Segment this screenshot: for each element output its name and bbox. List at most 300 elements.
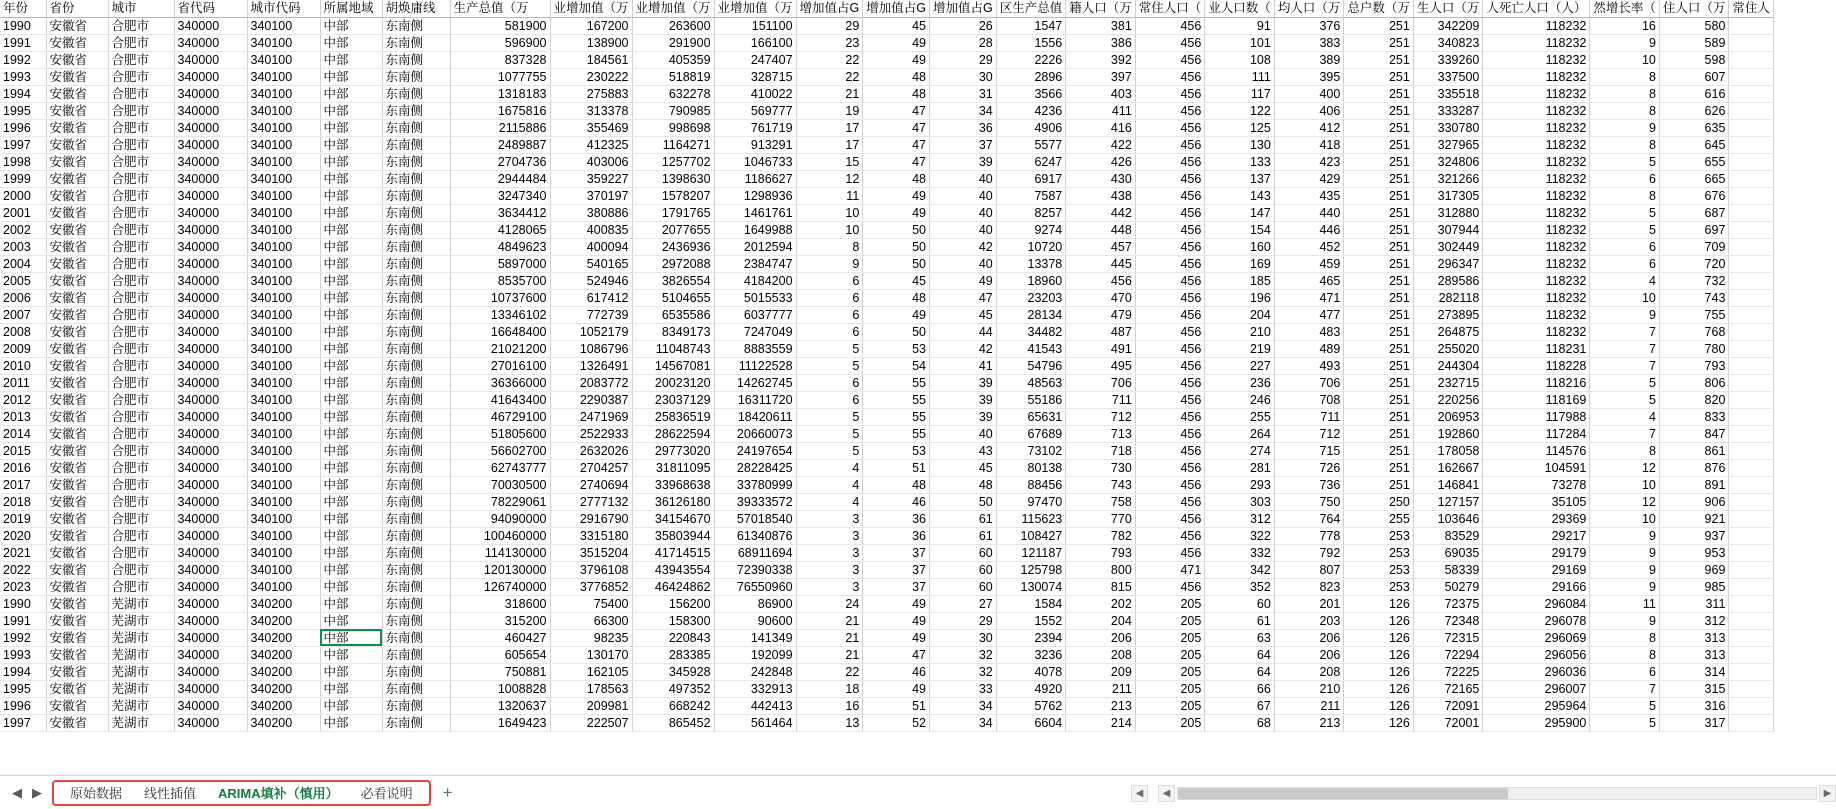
cell-perm_pop[interactable]: 456 — [1135, 34, 1205, 51]
cell-agri_add[interactable]: 162105 — [550, 663, 632, 680]
cell-hh_total[interactable]: 251 — [1344, 408, 1414, 425]
cell-ind_share[interactable]: 37 — [863, 544, 930, 561]
cell-gdp_total[interactable]: 62743777 — [450, 459, 550, 476]
cell-agri_add[interactable]: 400094 — [550, 238, 632, 255]
cell-city[interactable]: 合肥市 — [108, 306, 174, 323]
cell-hh_total[interactable]: 250 — [1344, 493, 1414, 510]
cell-region[interactable]: 中部 — [320, 340, 382, 357]
table-row[interactable] — [0, 476, 1773, 493]
table-row[interactable] — [0, 612, 1773, 629]
cell-agri_add[interactable]: 1086796 — [550, 340, 632, 357]
cell-hukou_pop[interactable]: 491 — [1066, 340, 1136, 357]
cell-city[interactable]: 合肥市 — [108, 221, 174, 238]
cell-gdp_percap[interactable]: 80138 — [996, 459, 1066, 476]
cell-region[interactable]: 中部 — [320, 510, 382, 527]
cell-birth_pop[interactable]: 327965 — [1413, 136, 1483, 153]
cell-extra[interactable] — [1729, 714, 1774, 731]
cell-hh_total[interactable]: 251 — [1344, 459, 1414, 476]
cell-hukou_pop[interactable]: 730 — [1066, 459, 1136, 476]
cell-perm_pop[interactable]: 456 — [1135, 408, 1205, 425]
cell-province[interactable]: 安徽省 — [46, 204, 108, 221]
cell-city_code[interactable]: 340100 — [247, 153, 320, 170]
cell-ser_add[interactable]: 14262745 — [714, 374, 796, 391]
cell-hh_count[interactable]: 281 — [1205, 459, 1275, 476]
cell-agri_share[interactable]: 4 — [796, 476, 863, 493]
cell-ind_share[interactable]: 48 — [863, 476, 930, 493]
cell-agri_share[interactable]: 12 — [796, 170, 863, 187]
cell-nat_growth[interactable]: 7 — [1590, 680, 1660, 697]
cell-gdp_total[interactable]: 1320637 — [450, 697, 550, 714]
cell-avg_hh[interactable]: 210 — [1274, 680, 1344, 697]
cell-hh_count[interactable]: 227 — [1205, 357, 1275, 374]
cell-perm_pop[interactable]: 456 — [1135, 374, 1205, 391]
cell-region[interactable]: 中部 — [320, 680, 382, 697]
cell-city[interactable]: 合肥市 — [108, 34, 174, 51]
cell-city[interactable]: 合肥市 — [108, 136, 174, 153]
cell-agri_add[interactable]: 3776852 — [550, 578, 632, 595]
cell-hh_count[interactable]: 63 — [1205, 629, 1275, 646]
cell-perm_pop[interactable]: 456 — [1135, 510, 1205, 527]
cell-city[interactable]: 合肥市 — [108, 442, 174, 459]
cell-gdp_percap[interactable]: 6247 — [996, 153, 1066, 170]
cell-city[interactable]: 合肥市 — [108, 527, 174, 544]
cell-birth_pop[interactable]: 72348 — [1413, 612, 1483, 629]
cell-huline[interactable]: 东南侧 — [382, 476, 450, 493]
cell-province[interactable]: 安徽省 — [46, 187, 108, 204]
cell-city[interactable]: 合肥市 — [108, 289, 174, 306]
cell-ser_share[interactable]: 36 — [930, 119, 997, 136]
column-header-birth_pop[interactable]: 生人口（万 — [1413, 0, 1483, 17]
cell-gdp_total[interactable]: 2944484 — [450, 170, 550, 187]
cell-resident[interactable]: 697 — [1659, 221, 1729, 238]
cell-avg_hh[interactable]: 726 — [1274, 459, 1344, 476]
cell-ser_share[interactable]: 50 — [930, 493, 997, 510]
cell-hh_total[interactable]: 251 — [1344, 119, 1414, 136]
cell-hukou_pop[interactable]: 718 — [1066, 442, 1136, 459]
cell-ind_share[interactable]: 48 — [863, 68, 930, 85]
cell-hh_count[interactable]: 312 — [1205, 510, 1275, 527]
cell-ser_add[interactable]: 5015533 — [714, 289, 796, 306]
cell-extra[interactable] — [1729, 221, 1774, 238]
cell-ind_add[interactable]: 405359 — [632, 51, 714, 68]
cell-nat_growth[interactable]: 8 — [1590, 85, 1660, 102]
cell-prov_code[interactable]: 340000 — [174, 374, 247, 391]
cell-ser_share[interactable]: 32 — [930, 663, 997, 680]
cell-gdp_percap[interactable]: 7587 — [996, 187, 1066, 204]
sheet-nav-arrows[interactable] — [4, 785, 52, 801]
cell-city[interactable]: 合肥市 — [108, 391, 174, 408]
cell-prov_code[interactable]: 340000 — [174, 425, 247, 442]
cell-hh_total[interactable]: 251 — [1344, 153, 1414, 170]
cell-extra[interactable] — [1729, 408, 1774, 425]
cell-avg_hh[interactable]: 750 — [1274, 493, 1344, 510]
cell-ser_share[interactable]: 34 — [930, 714, 997, 731]
column-header-agri_share[interactable]: 增加值占G — [796, 0, 863, 17]
column-header-hh_count[interactable]: 业人口数（ — [1205, 0, 1275, 17]
cell-ind_add[interactable]: 220843 — [632, 629, 714, 646]
cell-resident[interactable]: 317 — [1659, 714, 1729, 731]
cell-ind_share[interactable]: 47 — [863, 136, 930, 153]
cell-gdp_percap[interactable]: 121187 — [996, 544, 1066, 561]
table-row[interactable] — [0, 68, 1773, 85]
cell-nat_growth[interactable]: 9 — [1590, 119, 1660, 136]
cell-region[interactable]: 中部 — [320, 459, 382, 476]
cell-hh_count[interactable]: 117 — [1205, 85, 1275, 102]
cell-ind_share[interactable]: 48 — [863, 170, 930, 187]
cell-gdp_percap[interactable]: 2896 — [996, 68, 1066, 85]
cell-gdp_percap[interactable]: 4920 — [996, 680, 1066, 697]
cell-region[interactable]: 中部 — [320, 714, 382, 731]
cell-ind_add[interactable]: 156200 — [632, 595, 714, 612]
cell-agri_share[interactable]: 22 — [796, 51, 863, 68]
cell-resident[interactable]: 635 — [1659, 119, 1729, 136]
cell-resident[interactable]: 665 — [1659, 170, 1729, 187]
cell-ind_add[interactable]: 1257702 — [632, 153, 714, 170]
cell-hukou_pop[interactable]: 208 — [1066, 646, 1136, 663]
cell-nat_growth[interactable]: 5 — [1590, 221, 1660, 238]
cell-extra[interactable] — [1729, 34, 1774, 51]
cell-death_pop[interactable]: 296078 — [1483, 612, 1590, 629]
cell-resident[interactable]: 755 — [1659, 306, 1729, 323]
cell-ind_share[interactable]: 48 — [863, 85, 930, 102]
cell-year[interactable]: 1991 — [0, 612, 46, 629]
cell-prov_code[interactable]: 340000 — [174, 595, 247, 612]
cell-nat_growth[interactable]: 10 — [1590, 476, 1660, 493]
cell-ser_add[interactable]: 2384747 — [714, 255, 796, 272]
cell-agri_add[interactable]: 178563 — [550, 680, 632, 697]
cell-agri_share[interactable]: 10 — [796, 204, 863, 221]
cell-death_pop[interactable]: 118232 — [1483, 17, 1590, 34]
cell-agri_share[interactable]: 6 — [796, 391, 863, 408]
cell-perm_pop[interactable]: 456 — [1135, 459, 1205, 476]
cell-perm_pop[interactable]: 456 — [1135, 204, 1205, 221]
cell-province[interactable]: 安徽省 — [46, 442, 108, 459]
cell-extra[interactable] — [1729, 544, 1774, 561]
cell-nat_growth[interactable]: 9 — [1590, 544, 1660, 561]
cell-year[interactable]: 2019 — [0, 510, 46, 527]
cell-resident[interactable]: 793 — [1659, 357, 1729, 374]
cell-prov_code[interactable]: 340000 — [174, 306, 247, 323]
cell-huline[interactable]: 东南侧 — [382, 391, 450, 408]
table-row[interactable] — [0, 306, 1773, 323]
cell-avg_hh[interactable]: 712 — [1274, 425, 1344, 442]
cell-hh_count[interactable]: 210 — [1205, 323, 1275, 340]
cell-hh_count[interactable]: 66 — [1205, 680, 1275, 697]
cell-year[interactable]: 1995 — [0, 102, 46, 119]
cell-huline[interactable]: 东南侧 — [382, 221, 450, 238]
cell-nat_growth[interactable]: 7 — [1590, 357, 1660, 374]
cell-death_pop[interactable]: 296084 — [1483, 595, 1590, 612]
cell-city[interactable]: 合肥市 — [108, 323, 174, 340]
table-row[interactable] — [0, 663, 1773, 680]
cell-ind_share[interactable]: 45 — [863, 272, 930, 289]
cell-huline[interactable]: 东南侧 — [382, 442, 450, 459]
cell-death_pop[interactable]: 118232 — [1483, 272, 1590, 289]
cell-birth_pop[interactable]: 232715 — [1413, 374, 1483, 391]
cell-ind_add[interactable]: 3826554 — [632, 272, 714, 289]
table-row[interactable] — [0, 255, 1773, 272]
cell-hh_count[interactable]: 342 — [1205, 561, 1275, 578]
cell-ser_share[interactable]: 29 — [930, 51, 997, 68]
cell-gdp_total[interactable]: 51805600 — [450, 425, 550, 442]
cell-hh_total[interactable]: 251 — [1344, 102, 1414, 119]
cell-city[interactable]: 合肥市 — [108, 17, 174, 34]
cell-year[interactable]: 2021 — [0, 544, 46, 561]
table-row[interactable] — [0, 102, 1773, 119]
cell-agri_add[interactable]: 355469 — [550, 119, 632, 136]
cell-extra[interactable] — [1729, 425, 1774, 442]
table-row[interactable] — [0, 289, 1773, 306]
cell-year[interactable]: 2020 — [0, 527, 46, 544]
cell-hukou_pop[interactable]: 442 — [1066, 204, 1136, 221]
cell-ind_share[interactable]: 49 — [863, 34, 930, 51]
cell-agri_add[interactable]: 540165 — [550, 255, 632, 272]
cell-death_pop[interactable]: 118232 — [1483, 51, 1590, 68]
table-row[interactable] — [0, 459, 1773, 476]
cell-gdp_total[interactable]: 750881 — [450, 663, 550, 680]
cell-resident[interactable]: 312 — [1659, 612, 1729, 629]
cell-province[interactable]: 安徽省 — [46, 544, 108, 561]
cell-ser_share[interactable]: 34 — [930, 697, 997, 714]
cell-agri_share[interactable]: 4 — [796, 459, 863, 476]
cell-hukou_pop[interactable]: 411 — [1066, 102, 1136, 119]
cell-province[interactable]: 安徽省 — [46, 323, 108, 340]
cell-hh_count[interactable]: 125 — [1205, 119, 1275, 136]
cell-year[interactable]: 1993 — [0, 646, 46, 663]
cell-ser_share[interactable]: 39 — [930, 408, 997, 425]
cell-city_code[interactable]: 340100 — [247, 561, 320, 578]
cell-huline[interactable]: 东南侧 — [382, 255, 450, 272]
table-row[interactable] — [0, 34, 1773, 51]
cell-ind_add[interactable]: 6535586 — [632, 306, 714, 323]
cell-province[interactable]: 安徽省 — [46, 578, 108, 595]
cell-ind_share[interactable]: 46 — [863, 663, 930, 680]
cell-ind_add[interactable]: 31811095 — [632, 459, 714, 476]
cell-city_code[interactable]: 340100 — [247, 170, 320, 187]
cell-ser_share[interactable]: 41 — [930, 357, 997, 374]
cell-hukou_pop[interactable]: 206 — [1066, 629, 1136, 646]
cell-agri_add[interactable]: 2777132 — [550, 493, 632, 510]
cell-year[interactable]: 2023 — [0, 578, 46, 595]
cell-agri_share[interactable]: 6 — [796, 374, 863, 391]
cell-resident[interactable]: 315 — [1659, 680, 1729, 697]
cell-resident[interactable]: 806 — [1659, 374, 1729, 391]
cell-avg_hh[interactable]: 706 — [1274, 374, 1344, 391]
cell-ind_add[interactable]: 345928 — [632, 663, 714, 680]
table-row[interactable] — [0, 340, 1773, 357]
cell-ind_share[interactable]: 55 — [863, 374, 930, 391]
cell-nat_growth[interactable]: 9 — [1590, 561, 1660, 578]
cell-agri_add[interactable]: 3515204 — [550, 544, 632, 561]
cell-province[interactable]: 安徽省 — [46, 374, 108, 391]
sheet-tabs-group[interactable] — [52, 780, 431, 806]
cell-huline[interactable]: 东南侧 — [382, 663, 450, 680]
cell-birth_pop[interactable]: 72315 — [1413, 629, 1483, 646]
cell-ser_share[interactable]: 45 — [930, 459, 997, 476]
table-row[interactable] — [0, 221, 1773, 238]
cell-province[interactable]: 安徽省 — [46, 170, 108, 187]
cell-ser_share[interactable]: 26 — [930, 17, 997, 34]
cell-huline[interactable]: 东南侧 — [382, 51, 450, 68]
cell-ind_add[interactable]: 46424862 — [632, 578, 714, 595]
cell-gdp_total[interactable]: 837328 — [450, 51, 550, 68]
cell-extra[interactable] — [1729, 442, 1774, 459]
cell-ser_add[interactable]: 166100 — [714, 34, 796, 51]
table-row[interactable] — [0, 238, 1773, 255]
cell-province[interactable]: 安徽省 — [46, 663, 108, 680]
cell-nat_growth[interactable]: 8 — [1590, 629, 1660, 646]
cell-avg_hh[interactable]: 708 — [1274, 391, 1344, 408]
cell-prov_code[interactable]: 340000 — [174, 646, 247, 663]
cell-avg_hh[interactable]: 489 — [1274, 340, 1344, 357]
cell-hukou_pop[interactable]: 430 — [1066, 170, 1136, 187]
cell-birth_pop[interactable]: 317305 — [1413, 187, 1483, 204]
cell-prov_code[interactable]: 340000 — [174, 561, 247, 578]
cell-extra[interactable] — [1729, 510, 1774, 527]
cell-huline[interactable]: 东南侧 — [382, 357, 450, 374]
cell-hh_total[interactable]: 251 — [1344, 255, 1414, 272]
table-row[interactable] — [0, 578, 1773, 595]
cell-agri_share[interactable]: 17 — [796, 136, 863, 153]
cell-agri_add[interactable]: 230222 — [550, 68, 632, 85]
cell-city_code[interactable]: 340100 — [247, 68, 320, 85]
cell-huline[interactable]: 东南侧 — [382, 629, 450, 646]
cell-agri_share[interactable]: 13 — [796, 714, 863, 731]
cell-resident[interactable]: 626 — [1659, 102, 1729, 119]
cell-agri_add[interactable]: 138900 — [550, 34, 632, 51]
cell-ser_add[interactable]: 761719 — [714, 119, 796, 136]
cell-nat_growth[interactable]: 16 — [1590, 17, 1660, 34]
cell-prov_code[interactable]: 340000 — [174, 357, 247, 374]
cell-birth_pop[interactable]: 340823 — [1413, 34, 1483, 51]
cell-gdp_total[interactable]: 2489887 — [450, 136, 550, 153]
cell-birth_pop[interactable]: 337500 — [1413, 68, 1483, 85]
cell-region[interactable]: 中部 — [320, 272, 382, 289]
cell-hukou_pop[interactable]: 457 — [1066, 238, 1136, 255]
cell-hh_count[interactable]: 169 — [1205, 255, 1275, 272]
cell-city_code[interactable]: 340200 — [247, 595, 320, 612]
cell-ind_add[interactable]: 632278 — [632, 85, 714, 102]
cell-hukou_pop[interactable]: 470 — [1066, 289, 1136, 306]
cell-death_pop[interactable]: 29369 — [1483, 510, 1590, 527]
cell-ser_share[interactable]: 40 — [930, 255, 997, 272]
cell-province[interactable]: 安徽省 — [46, 408, 108, 425]
cell-ser_add[interactable]: 442413 — [714, 697, 796, 714]
cell-region[interactable]: 中部 — [320, 51, 382, 68]
cell-city[interactable]: 合肥市 — [108, 374, 174, 391]
cell-ind_share[interactable]: 37 — [863, 578, 930, 595]
cell-region[interactable]: 中部 — [320, 187, 382, 204]
table-row[interactable] — [0, 374, 1773, 391]
cell-gdp_percap[interactable]: 13378 — [996, 255, 1066, 272]
cell-gdp_percap[interactable]: 65631 — [996, 408, 1066, 425]
table-row[interactable] — [0, 629, 1773, 646]
cell-huline[interactable]: 东南侧 — [382, 306, 450, 323]
cell-city_code[interactable]: 340200 — [247, 714, 320, 731]
cell-hukou_pop[interactable]: 800 — [1066, 561, 1136, 578]
cell-ser_add[interactable]: 1186627 — [714, 170, 796, 187]
cell-agri_share[interactable]: 9 — [796, 255, 863, 272]
cell-death_pop[interactable]: 29169 — [1483, 561, 1590, 578]
cell-huline[interactable]: 东南侧 — [382, 697, 450, 714]
cell-agri_add[interactable]: 2632026 — [550, 442, 632, 459]
cell-extra[interactable] — [1729, 612, 1774, 629]
cell-extra[interactable] — [1729, 561, 1774, 578]
cell-ind_add[interactable]: 28622594 — [632, 425, 714, 442]
cell-ind_share[interactable]: 50 — [863, 238, 930, 255]
cell-region[interactable]: 中部 — [320, 476, 382, 493]
cell-huline[interactable]: 东南侧 — [382, 85, 450, 102]
cell-resident[interactable]: 598 — [1659, 51, 1729, 68]
cell-gdp_percap[interactable]: 1556 — [996, 34, 1066, 51]
cell-huline[interactable]: 东南侧 — [382, 408, 450, 425]
cell-agri_share[interactable]: 16 — [796, 697, 863, 714]
cell-extra[interactable] — [1729, 204, 1774, 221]
cell-region[interactable]: 中部 — [320, 17, 382, 34]
cell-hukou_pop[interactable]: 770 — [1066, 510, 1136, 527]
cell-ind_share[interactable]: 50 — [863, 221, 930, 238]
table-row[interactable] — [0, 442, 1773, 459]
cell-nat_growth[interactable]: 5 — [1590, 374, 1660, 391]
cell-city[interactable]: 合肥市 — [108, 255, 174, 272]
cell-province[interactable]: 安徽省 — [46, 629, 108, 646]
cell-perm_pop[interactable]: 456 — [1135, 425, 1205, 442]
cell-avg_hh[interactable]: 412 — [1274, 119, 1344, 136]
sheet-tab-arima[interactable]: ARIMA填补（慎用） — [218, 786, 339, 801]
cell-ser_share[interactable]: 28 — [930, 34, 997, 51]
horizontal-scroll-area[interactable] — [1131, 776, 1836, 809]
column-header-extra[interactable]: 常住人 — [1729, 0, 1774, 17]
cell-extra[interactable] — [1729, 527, 1774, 544]
cell-city[interactable]: 合肥市 — [108, 272, 174, 289]
cell-perm_pop[interactable]: 456 — [1135, 187, 1205, 204]
cell-perm_pop[interactable]: 456 — [1135, 289, 1205, 306]
sheet-prev-icon[interactable]: ◀ — [12, 784, 22, 800]
cell-death_pop[interactable]: 296036 — [1483, 663, 1590, 680]
cell-gdp_total[interactable]: 78229061 — [450, 493, 550, 510]
cell-gdp_total[interactable]: 315200 — [450, 612, 550, 629]
column-header-huline[interactable]: 胡焕庸线 — [382, 0, 450, 17]
cell-prov_code[interactable]: 340000 — [174, 408, 247, 425]
cell-year[interactable]: 2011 — [0, 374, 46, 391]
cell-year[interactable]: 1990 — [0, 595, 46, 612]
cell-ser_add[interactable]: 76550960 — [714, 578, 796, 595]
cell-region[interactable]: 中部 — [320, 391, 382, 408]
cell-extra[interactable] — [1729, 255, 1774, 272]
cell-hukou_pop[interactable]: 214 — [1066, 714, 1136, 731]
cell-gdp_total[interactable]: 56602700 — [450, 442, 550, 459]
cell-gdp_total[interactable]: 581900 — [450, 17, 550, 34]
cell-avg_hh[interactable]: 208 — [1274, 663, 1344, 680]
cell-prov_code[interactable]: 340000 — [174, 204, 247, 221]
cell-year[interactable]: 2006 — [0, 289, 46, 306]
cell-prov_code[interactable]: 340000 — [174, 663, 247, 680]
cell-resident[interactable]: 768 — [1659, 323, 1729, 340]
cell-nat_growth[interactable]: 5 — [1590, 714, 1660, 731]
cell-huline[interactable]: 东南侧 — [382, 374, 450, 391]
cell-city[interactable]: 合肥市 — [108, 357, 174, 374]
cell-agri_add[interactable]: 2740694 — [550, 476, 632, 493]
cell-hukou_pop[interactable]: 213 — [1066, 697, 1136, 714]
cell-ind_add[interactable]: 35803944 — [632, 527, 714, 544]
column-header-prov_code[interactable]: 省代码 — [174, 0, 247, 17]
cell-agri_share[interactable]: 21 — [796, 646, 863, 663]
cell-nat_growth[interactable]: 9 — [1590, 527, 1660, 544]
cell-city_code[interactable]: 340200 — [247, 680, 320, 697]
cell-ind_share[interactable]: 53 — [863, 340, 930, 357]
cell-avg_hh[interactable]: 446 — [1274, 221, 1344, 238]
cell-death_pop[interactable]: 118232 — [1483, 68, 1590, 85]
